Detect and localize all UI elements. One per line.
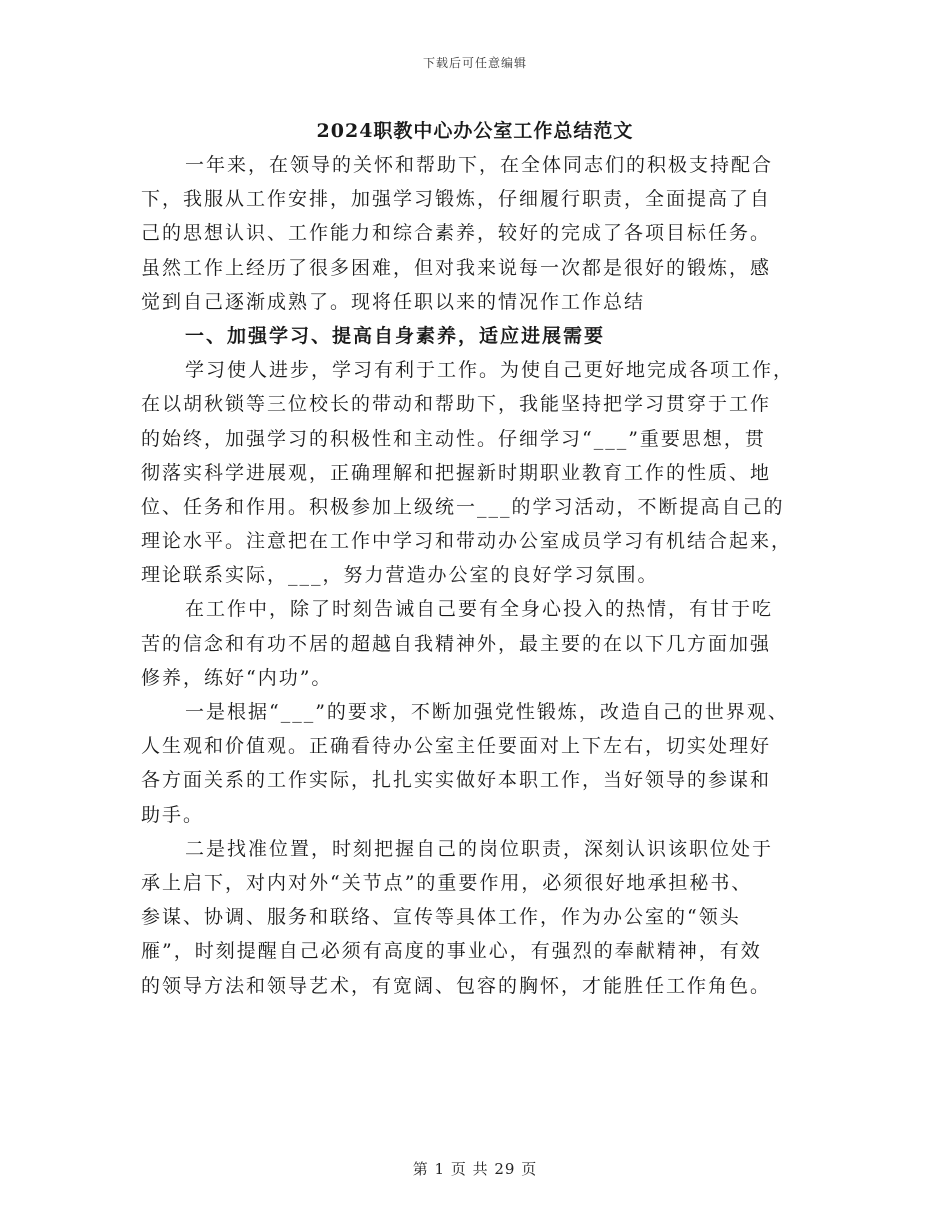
body-line: 的始终，加强学习的积极性和主动性。仔细学习“___”重要思想，贯	[141, 427, 766, 450]
body-line: 在工作中，除了时刻告诫自己要有全身心投入的热情，有甘于吃	[185, 598, 774, 621]
body-line: 苦的信念和有功不居的超越自我精神外，最主要的在以下几方面加强	[141, 632, 772, 655]
body-line: 己的思想认识、工作能力和综合素养，较好的完成了各项目标任务。	[141, 222, 772, 245]
body-line: 位、任务和作用。积极参加上级统一___的学习活动，不断提高自己的	[141, 495, 785, 518]
body-line: 一年来，在领导的关怀和帮助下，在全体同志们的积极支持配合	[185, 154, 774, 176]
document-title: 2024职教中心办公室工作总结范文	[316, 120, 634, 142]
body-line: 理论联系实际，___，努力营造办公室的良好学习氛围。	[141, 564, 659, 587]
body-line: 学习使人进步，学习有利于工作。为使自己更好地完成各项工作，	[185, 359, 795, 382]
body-line: 人生观和价值观。正确看待办公室主任要面对上下左右，切实处理好	[141, 735, 772, 758]
body-line: 理论水平。注意把在工作中学习和带动办公室成员学习有机结合起来，	[141, 530, 793, 553]
body-line: 下，我服从工作安排，加强学习锻炼，仔细履行职责，全面提高了自	[141, 188, 772, 211]
body-line: 二是找准位置，时刻把握自己的岗位职责，深刻认识该职位处于	[185, 837, 774, 860]
header-note: 下载后可任意编辑	[422, 56, 527, 70]
body-line: 的领导方法和领导艺术，有宽阔、包容的胸怀，才能胜任工作角色。	[141, 974, 772, 997]
body-line: 在以胡秋锁等三位校长的带动和帮助下，我能坚持把学习贯穿于工作	[141, 393, 772, 416]
section-heading: 一、加强学习、提高自身素养，适应进展需要	[185, 324, 606, 347]
document-body	[141, 148, 821, 1003]
body-line: 承上启下，对内对外“关节点”的重要作用，必须很好地承担秘书、	[141, 871, 753, 894]
body-line: 一是根据“___”的要求，不断加强党性锻炼，改造自己的世界观、	[185, 701, 789, 723]
body-line: 助手。	[141, 803, 205, 826]
body-line: 各方面关系的工作实际，扎扎实实做好本职工作，当好领导的参谋和	[141, 769, 772, 792]
body-line: 觉到自己逐渐成熟了。现将任职以来的情况作工作总结	[141, 290, 646, 313]
body-line: 虽然工作上经历了很多困难，但对我来说每一次都是很好的锻炼，感	[141, 256, 772, 279]
body-line: 修养，练好“内功”。	[141, 666, 333, 689]
body-line: 彻落实科学进展观，正确理解和把握新时期职业教育工作的性质、地	[141, 461, 772, 484]
page-number: 第 1 页 共 29 页	[412, 1160, 538, 1178]
body-line: 雁”，时刻提醒自己必须有高度的事业心，有强烈的奉献精神，有效	[141, 940, 762, 963]
body-line: 参谋、协调、服务和联络、宣传等具体工作，作为办公室的“领头	[141, 906, 741, 929]
